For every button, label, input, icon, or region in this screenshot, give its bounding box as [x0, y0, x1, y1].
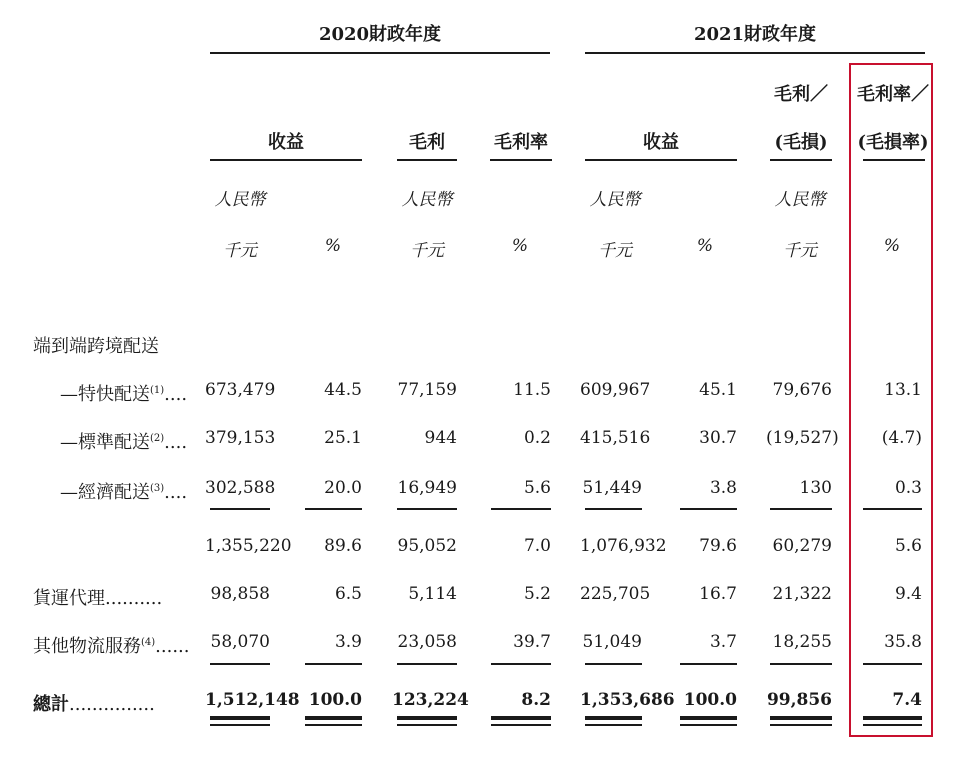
- leader-dots: ..........: [105, 588, 163, 609]
- other-rule: [397, 663, 457, 665]
- col-header-gm-loss-line1: 毛利率／: [857, 84, 929, 105]
- year-underline-2021: [585, 52, 925, 54]
- table-cell: 302,588: [205, 478, 276, 498]
- other-rule: [585, 663, 642, 665]
- table-cell: 20.0: [324, 478, 362, 498]
- year-header-2020: 2020財政年度: [318, 24, 442, 45]
- row-label-text: —特快配送: [60, 384, 150, 405]
- table-cell: 23,058: [397, 632, 457, 652]
- other-rule: [210, 663, 270, 665]
- unit-thousand: 千元: [223, 241, 257, 261]
- unit-thousand: 千元: [783, 241, 817, 261]
- table-cell: 0.3: [894, 478, 922, 498]
- col-underline-revenue-2020: [210, 159, 362, 161]
- subtotal-rule: [210, 508, 270, 510]
- table-cell: 51,049: [582, 632, 642, 652]
- total-rule-thin: [770, 724, 832, 726]
- table-cell: 51,449: [582, 478, 642, 498]
- total-rule-thick: [491, 716, 551, 720]
- table-cell: 13.1: [884, 380, 922, 400]
- subtotal-rule: [491, 508, 551, 510]
- unit-rmb: 人民幣: [774, 190, 826, 210]
- table-cell: 415,516: [580, 428, 651, 448]
- table-cell: 18,255: [772, 632, 832, 652]
- leader-dots: ...............: [69, 694, 155, 715]
- leader-dots: ......: [155, 636, 190, 657]
- table-cell: 944: [424, 428, 457, 448]
- highlight-box: [849, 63, 933, 737]
- table-cell: 1,353,686: [580, 690, 675, 710]
- leader-dots: ....: [164, 432, 188, 453]
- table-cell: 3.7: [709, 632, 737, 652]
- table-cell: 58,070: [210, 632, 270, 652]
- total-rule-thick: [585, 716, 642, 720]
- row-label-freight: [33, 584, 162, 610]
- footnote-ref: (3): [150, 483, 165, 494]
- year-underline-2020: [210, 52, 550, 54]
- row-label-text: 總計: [33, 694, 69, 715]
- table-cell: 123,224: [392, 690, 469, 710]
- col-header-gp-loss-line1: 毛利／: [774, 84, 828, 105]
- col-underline-gross-profit-2020: [397, 159, 457, 161]
- table-cell: 7.4: [892, 690, 922, 710]
- total-rule-thick: [770, 716, 832, 720]
- row-label-total: [33, 690, 155, 716]
- unit-thousand: 千元: [410, 241, 444, 261]
- table-cell: 95,052: [397, 536, 457, 556]
- table-cell: 45.1: [699, 380, 737, 400]
- table-cell: 16.7: [699, 584, 737, 604]
- table-cell: 60,279: [772, 536, 832, 556]
- other-rule: [305, 663, 362, 665]
- table-cell: 5.2: [523, 584, 551, 604]
- unit-percent: %: [696, 236, 714, 256]
- total-rule-thick: [680, 716, 737, 720]
- col-underline-gross-margin-2020: [490, 159, 552, 161]
- other-rule: [491, 663, 551, 665]
- table-cell: 44.5: [324, 380, 362, 400]
- total-rule-thin: [210, 724, 270, 726]
- table-cell: (4.7): [881, 428, 922, 448]
- row-label-economy: [60, 478, 187, 504]
- table-cell: 673,479: [205, 380, 276, 400]
- row-label-text: 其他物流服務: [33, 636, 141, 657]
- unit-thousand: 千元: [598, 241, 632, 261]
- subtotal-rule: [585, 508, 642, 510]
- table-cell: 79.6: [699, 536, 737, 556]
- leader-dots: ....: [164, 482, 188, 503]
- table-cell: 99,856: [766, 690, 832, 710]
- unit-rmb: 人民幣: [589, 190, 641, 210]
- table-cell: 5.6: [894, 536, 922, 556]
- total-rule-thick: [397, 716, 457, 720]
- total-rule-thin: [680, 724, 737, 726]
- total-rule-thin: [397, 724, 457, 726]
- table-cell: 8.2: [521, 690, 551, 710]
- total-rule-thick: [305, 716, 362, 720]
- col-header-gm-loss-line2: (毛損率): [857, 132, 929, 153]
- table-cell: 77,159: [397, 380, 457, 400]
- subtotal-rule: [680, 508, 737, 510]
- row-label-text: —經濟配送: [60, 482, 150, 503]
- row-label-text: 貨運代理: [33, 588, 105, 609]
- total-rule-thin: [585, 724, 642, 726]
- footnote-ref: (1): [150, 385, 165, 396]
- table-cell: 9.4: [894, 584, 922, 604]
- table-cell: 79,676: [772, 380, 832, 400]
- unit-rmb: 人民幣: [401, 190, 453, 210]
- table-cell: 89.6: [324, 536, 362, 556]
- table-cell: 100.0: [683, 690, 737, 710]
- table-cell: 35.8: [884, 632, 922, 652]
- col-header-revenue-2021: 收益: [643, 132, 679, 153]
- table-cell: 609,967: [580, 380, 651, 400]
- other-rule: [680, 663, 737, 665]
- col-header-gross-margin-2020: 毛利率: [494, 132, 548, 153]
- table-cell: 21,322: [772, 584, 832, 604]
- row-label-express: [60, 380, 187, 406]
- other-rule: [770, 663, 832, 665]
- unit-rmb: 人民幣: [214, 190, 266, 210]
- table-cell: 225,705: [580, 584, 651, 604]
- table-cell: 39.7: [513, 632, 551, 652]
- table-cell: 3.8: [709, 478, 737, 498]
- col-underline-gp-loss: [770, 159, 832, 161]
- table-cell: 130: [799, 478, 832, 498]
- year-header-2021: 2021財政年度: [693, 24, 817, 45]
- subtotal-rule: [397, 508, 457, 510]
- table-cell: 1,076,932: [580, 536, 667, 556]
- table-cell: 3.9: [334, 632, 362, 652]
- table-cell: 7.0: [523, 536, 551, 556]
- row-label-standard: [60, 428, 187, 454]
- table-cell: 0.2: [523, 428, 551, 448]
- unit-percent: %: [324, 236, 342, 256]
- subtotal-rule: [305, 508, 362, 510]
- unit-percent: %: [883, 236, 901, 256]
- row-label-other: [33, 632, 190, 658]
- total-rule-thin: [491, 724, 551, 726]
- footnote-ref: (4): [141, 637, 156, 648]
- table-cell: 11.5: [513, 380, 551, 400]
- table-cell: (19,527): [766, 428, 839, 448]
- col-underline-revenue-2021: [585, 159, 737, 161]
- table-cell: 5.6: [523, 478, 551, 498]
- table-cell: 98,858: [210, 584, 270, 604]
- subtotal-rule: [770, 508, 832, 510]
- col-header-gp-loss-line2: (毛損): [774, 132, 828, 153]
- table-cell: 16,949: [397, 478, 457, 498]
- col-header-gross-profit-2020: 毛利: [409, 132, 445, 153]
- table-cell: 100.0: [308, 690, 362, 710]
- unit-percent: %: [511, 236, 529, 256]
- table-cell: 1,355,220: [205, 536, 292, 556]
- table-cell: 379,153: [205, 428, 276, 448]
- leader-dots: ....: [164, 384, 188, 405]
- table-cell: 25.1: [324, 428, 362, 448]
- table-cell: 1,512,148: [205, 690, 300, 710]
- col-header-revenue-2020: 收益: [268, 132, 304, 153]
- table-cell: 5,114: [408, 584, 457, 604]
- table-cell: 6.5: [334, 584, 362, 604]
- table-cell: 30.7: [699, 428, 737, 448]
- total-rule-thin: [305, 724, 362, 726]
- total-rule-thick: [210, 716, 270, 720]
- row-label-text: —標準配送: [60, 432, 150, 453]
- footnote-ref: (2): [150, 433, 165, 444]
- section-label-cross-border: 端到端跨境配送: [33, 336, 159, 357]
